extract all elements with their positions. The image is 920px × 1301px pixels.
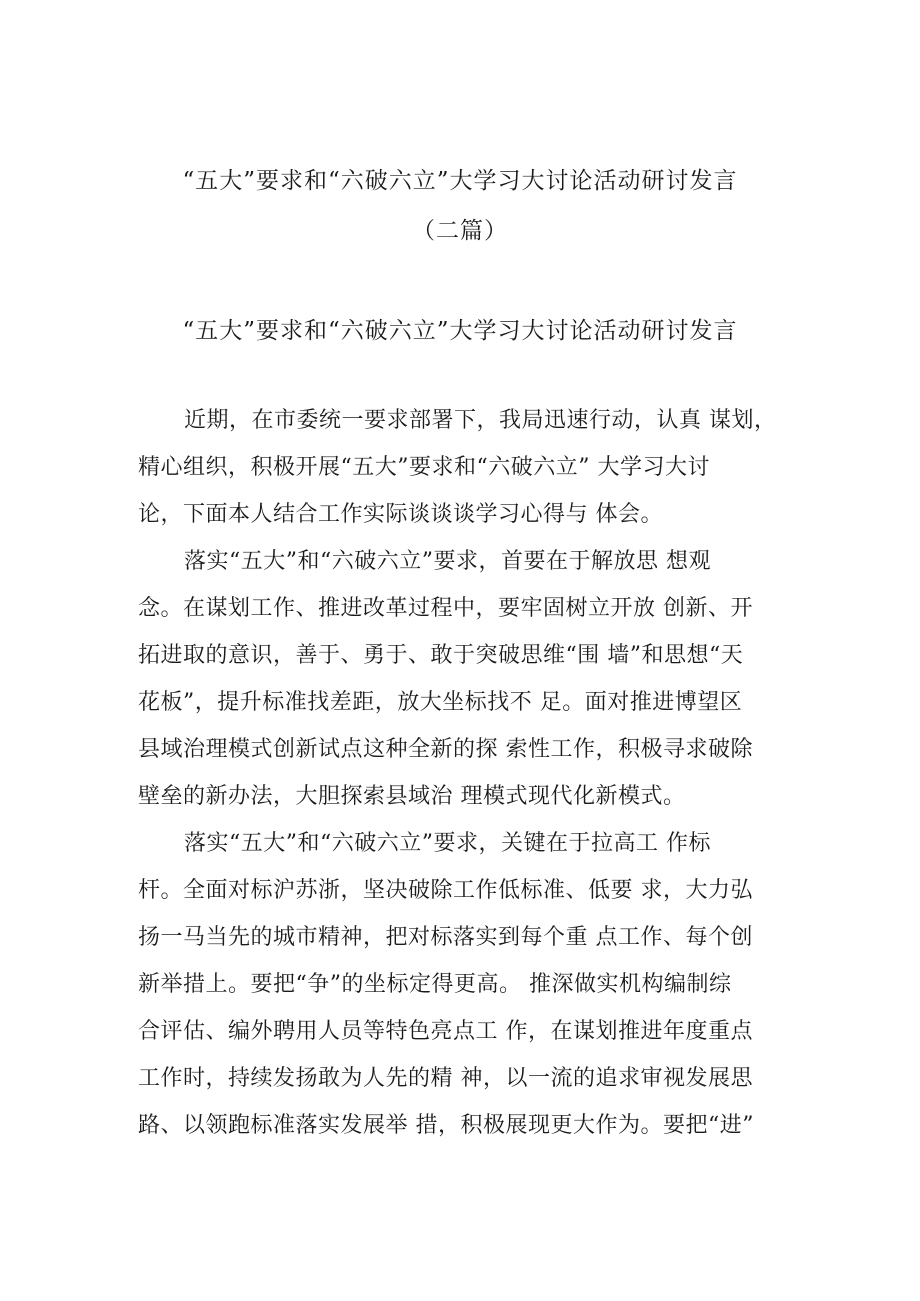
- text-line: 拓进取的意识，善于、勇于、敢于突破思维“围 墙”和思想“天: [138, 643, 744, 668]
- text-line: 论，下面本人结合工作实际谈谈谈学习心得与 体会。: [138, 502, 663, 527]
- text-line: 路、以领跑标准落实发展举 措，积极展现更大作为。要把“进”: [138, 1113, 754, 1138]
- text-line: 落实“五大”和“六破六立”要求，首要在于解放思 想观: [184, 549, 711, 574]
- text-line: 花板”，提升标准找差距，放大坐标找不 足。面对推进博望区: [138, 690, 743, 715]
- section-title: “五大”要求和“六破六立”大学习大讨论活动研讨发言: [182, 318, 738, 344]
- text-line: 近期，在市委统一要求部署下，我局迅速行动，认真 谋划，: [184, 408, 777, 433]
- document-title-suffix: （二篇）: [412, 218, 508, 244]
- body-text: [138, 397, 778, 1149]
- text-line: 新举措上。要把“争”的坐标定得更高。 推深做实机构编制综: [138, 972, 732, 997]
- document-title: “五大”要求和“六破六立”大学习大讨论活动研讨发言: [182, 168, 738, 194]
- text-line: 扬一马当先的城市精神，把对标落实到每个重 点工作、每个创: [138, 925, 753, 950]
- text-line: 精心组织，积极开展“五大”要求和“六破六立” 大学习大讨: [138, 455, 710, 480]
- text-line: 县域治理模式创新试点这种全新的探 索性工作，积极寻求破除: [138, 737, 753, 762]
- text-line: 念。在谋划工作、推进改革过程中，要牢固树立开放 创新、开: [138, 596, 753, 621]
- text-line: 壁垒的新办法，大胆探索县域治 理模式现代化新模式。: [138, 784, 686, 809]
- text-line: 落实“五大”和“六破六立”要求，关键在于拉高工 作标: [184, 831, 711, 856]
- text-line: 合评估、编外聘用人员等特色亮点工 作，在谋划推进年度重点: [138, 1019, 753, 1044]
- text-line: 杆。全面对标沪苏浙，坚决破除工作低标准、低要 求，大力弘: [138, 878, 753, 903]
- text-line: 工作时，持续发扬敢为人先的精 神，以一流的追求审视发展思: [138, 1066, 753, 1091]
